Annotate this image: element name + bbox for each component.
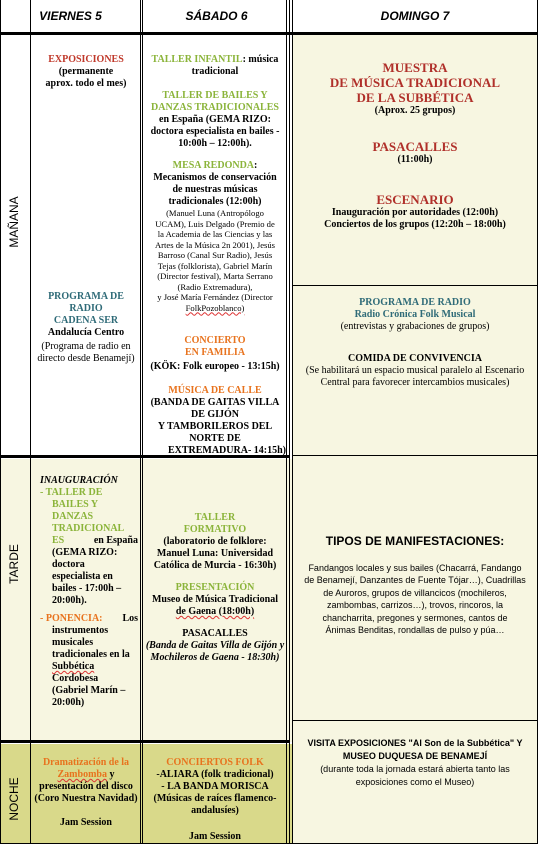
musica-l5: EXTREMADURA- 14:15h) [167,445,286,456]
radio-line-2: RADIO [69,303,103,314]
col-divider-2c [292,0,293,844]
concierto-l2: EN FAMILIA [184,347,246,358]
taller-bailes-l4: doctora especialista en bailes - [150,126,280,137]
radio-line-3: CADENA SER [53,315,119,326]
conc-l4: andalusíes) [191,805,239,816]
taller-l7: doctora [52,559,85,570]
taller-l9: bailes - 17:00h – [52,583,122,594]
friday-morning-block [32,54,140,90]
mesa-p7: (Director festival), Marta Serrano [157,271,273,281]
mesa-colon: : [254,160,258,171]
mesa-p5: Barroso (Canal Sur Radio), Jesús [157,250,273,260]
muestra-l2: DE MÚSICA TRADICIONAL [329,75,501,90]
radio-detail-1: (Programa de radio en [41,341,131,352]
expo-detail-2: aprox. todo el mes) [45,78,127,89]
tipos-l2: de Benamejí, Danzantes de Fuente Tójar…), Cuadrillas [304,575,526,586]
row-label-divider [30,0,31,844]
header-saturday: SÁBADO 6 [185,9,248,23]
mesa-p8: (Radio Extremadura), [177,281,253,292]
taller-l1: - TALLER DE [40,487,103,498]
tipos-l6: Ánimas Benditas, rondallas de pulso y púa… [325,625,505,636]
saturday-night-block [144,757,286,843]
header-friday: VIERNES 5 [39,9,102,23]
radio-line-4: Andalucía Centro [47,327,125,338]
ponencia-label: - PONENCIA: [40,613,103,624]
taller-l8: especialista en [52,571,113,582]
radio-line-1: PROGRAMA DE [48,291,124,302]
taller-l2: BAILES Y [52,499,99,510]
mesa-l1: Mecanismos de conservación [153,172,277,183]
mesa-p4: Artes de la Música 2n 2001), Jesús [154,239,276,250]
mesa-p1: (Manuel Luna (Antropólogo [166,208,264,218]
taller-formativo-l1: TALLER [194,512,236,523]
tipos-title: TIPOS DE MANIFESTACIONES: [325,534,505,548]
conciertos-title: CONCIERTOS FOLK [166,757,264,768]
ponencia-l8: 20:00h) [52,697,85,708]
comida-title: COMIDA DE CONVIVENCIA [348,353,482,364]
taller-infantil-b: : música [242,54,279,65]
mesa-p2: UCAM), Luis Delgado (Premio de [155,218,275,229]
sunday-muestra-block [294,60,536,231]
ponencia-l7: (Gabriel Marín – [52,685,126,696]
mesa-l3: tradicionales (12:00h) [168,196,262,207]
drama-l2a: Zambomba [57,769,107,780]
visita-l4: exposiciones como el Museo) [355,777,475,787]
tipos-l4: zambombas, carrizos…), trovos, rincoros, la [326,600,504,611]
visita-l2: MUSEO DUQUESA DE BENAMEJÍ [342,751,488,761]
sunday-radio-l1: PROGRAMA DE RADIO [359,297,471,308]
tipos-l5: chancharrita, pregones y sermones, cantos de [322,612,508,623]
musica-l3: Y TAMBORILEROS DEL [157,421,273,432]
taller-formativo-l3: (laboratorio de folklore: [163,536,267,547]
taller-l5b: en España [93,535,138,546]
concierto-l1: CONCIERTO [184,335,246,346]
mesa-p6: Tejas (folklorista), Gabriel Marín [157,260,273,271]
presentacion-l1: Museo de Música Tradicional [151,594,279,605]
saturday-morning-block [144,54,286,208]
taller-bailes-l3: en España (GEMA RIZO: [159,114,271,125]
concierto-l3: (KÖK: Folk europeo - 13:15h) [150,361,280,372]
sunday-divider-1 [292,285,538,286]
comida-l2: Central para favorecer intercambios musicales) [320,377,510,388]
visita-l1: VISITA EXPOSICIONES "Al Son de la Subbética" Y [307,738,523,748]
saturday-pasacalles-l2: Mochileros de Gaena - 18:30h) [150,652,280,663]
ponencia-l5: Subbética [52,661,95,672]
saturday-pasacalles: PASACALLES [182,628,248,639]
sunday-tipos-block [294,534,536,549]
musica-title: MÚSICA DE CALLE [168,385,262,396]
col-divider-1 [140,0,141,844]
ponencia-l3: musicales [52,637,94,648]
row-label-afternoon: TARDE [7,544,21,584]
tipos-list [294,562,536,636]
sunday-pasacalles-time: (11:00h) [397,154,433,165]
sunday-divider-2 [292,455,538,456]
drama-l2b: y [106,769,115,780]
tipos-l3: de Auroros, grupos de villancicos (mochileros, [323,587,507,598]
sunday-radio-l3: (entrevistas y grabaciones de grupos) [340,321,490,332]
escenario-l2: Conciertos de los grupos (12:20h – 18:00h) [324,219,506,230]
mesa-participants [144,208,286,313]
taller-l3: DANZAS [52,511,94,522]
inauguracion: INAUGURACIÓN [40,475,118,486]
mesa-p10: FolkPozoblanco) [185,302,245,313]
col-divider-1b [142,0,143,844]
row-label-night: NOCHE [7,777,21,821]
ponencia-l4: tradicionales en la [52,649,130,660]
drama-l1: Dramatización de la [42,757,130,768]
taller-bailes-l2: DANZAS TRADICIONALES [151,102,279,113]
visita-l3: (durante toda la jornada estará abierta tanto las [320,764,510,774]
expo-detail-1: (permanente [58,66,114,77]
taller-bailes-l5: 10:00h – 12:00h). [178,138,252,149]
tipos-l1: Fandangos locales y sus bailes (Chacarrá, Fandango [308,563,522,573]
conc-l2: - LA BANDA MORISCA [161,781,269,792]
drama-l4: (Coro Nuestra Navidad) [34,793,138,804]
conc-l3: (Músicas de raíces flamenco- [153,793,277,804]
taller-l5a: ES [52,535,65,546]
escenario-l1: Inauguración por autoridades (12:00h) [331,207,499,218]
col-divider-2b [289,0,290,844]
friday-radio-block [32,291,140,365]
sunday-night-block [294,737,536,789]
ponencia-l6: Cordobesa [52,673,99,684]
mesa-title: MESA REDONDA [172,160,255,171]
friday-afternoon-block [40,475,138,709]
mesa-p3: la Academia de las Ciencias y las [157,229,273,239]
header-divider [0,32,538,35]
musica-l4: NORTE DE [189,433,241,444]
radio-detail-2: directo desde Benamejí) [37,353,135,364]
taller-infantil: TALLER INFANTIL [151,54,243,65]
muestra-l4: (Aprox. 25 grupos) [374,105,456,116]
expo-title: EXPOSICIONES [48,54,124,65]
header-sunday: DOMINGO 7 [380,9,450,23]
sunday-pasacalles: PASACALLES [372,139,458,154]
taller-infantil-c: tradicional [191,66,239,77]
musica-l2: DE GIJÓN [190,409,240,420]
friday-jam: Jam Session [60,817,112,828]
ponencia-l2: instrumentos [52,625,109,636]
col-divider-2 [286,0,287,844]
muestra-l3: DE LA SUBBÉTICA [356,90,474,105]
taller-l4: TRADICIONAL [52,523,125,534]
taller-bailes-l1: TALLER DE BAILES Y [162,90,268,101]
taller-formativo-l5: Católica de Murcia - 16:30h) [153,560,277,571]
mesa-l2: de nuestras músicas [172,184,258,195]
drama-l3: presentación del disco [39,781,133,792]
taller-formativo-l2: FORMATIVO [183,524,247,535]
friday-night-block [32,757,140,829]
taller-formativo-l4: Manuel Luna: Universidad [156,548,274,559]
presentacion-title: PRESENTACIÓN [175,582,255,593]
left-border [0,0,1,844]
saturday-pasacalles-l1: (Banda de Gaitas Villa de Gijón y [145,640,285,651]
row-label-morning: MAÑANA [7,196,21,248]
musica-l1: (BANDA DE GAITAS VILLA [150,397,280,408]
sunday-divider-3 [292,720,538,721]
muestra-l1: MUESTRA [382,60,448,75]
mesa-p9: y José María Fernández (Director [157,292,273,302]
taller-l6: (GEMA RIZO: [52,547,118,558]
afternoon-night-divider [0,740,290,743]
presentacion-l2: de Gaena (18:00h) [175,606,255,617]
conc-l1: -ALIARA (folk tradicional) [156,769,274,780]
comida-l1: (Se habilitará un espacio musical paralelo al Escenario [305,365,525,376]
saturday-jam: Jam Session [189,831,241,842]
taller-l10: 20:00h). [52,595,87,606]
saturday-concierto-block [144,335,286,457]
sunday-radio-l2: Radio Crónica Folk Musical [354,309,476,320]
ponencia-l1: Los [122,613,138,624]
escenario-title: ESCENARIO [376,192,454,207]
saturday-afternoon-block [144,512,286,664]
sunday-radio-block [294,297,536,389]
